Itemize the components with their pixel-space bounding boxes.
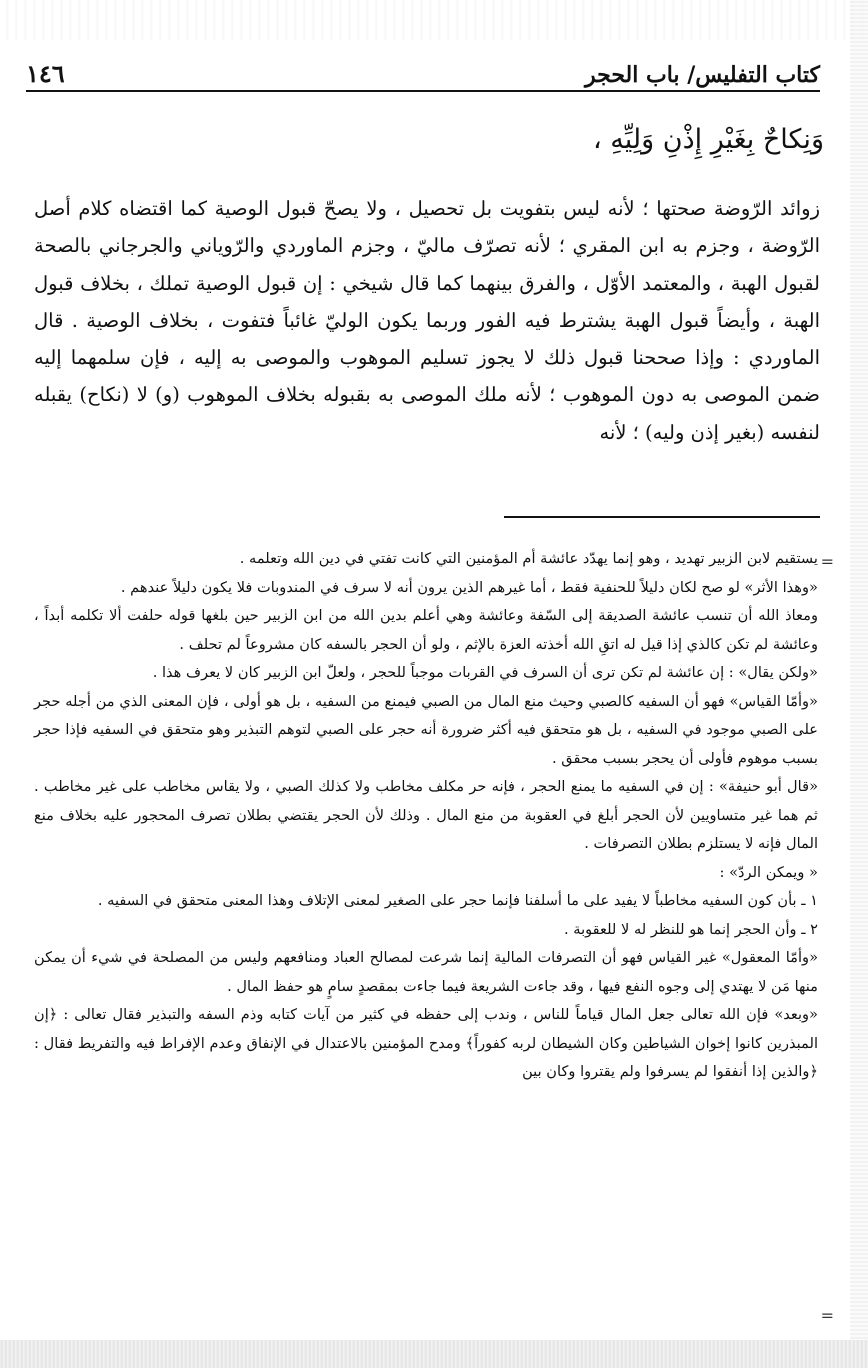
page-number: ١٤٦ (26, 59, 65, 88)
footnote-paragraph: «ولكن يقال» : إن عائشة لم تكن ترى أن السرف في القربات موجباً للحجر ، ولعلّ ابن الزبير كان لا يعرف هذا . (152, 664, 818, 681)
matn-text: وَنِكاحٌ بِغَيْرِ إِذْنِ وَلِيِّهِ ، (593, 124, 824, 155)
header-rule (26, 90, 820, 92)
footnote-paragraph: «وأمّا القياس» فهو أن السفيه كالصبي وحيث منع المال من الصبي فيمنع من السفيه ، بل هو أولى ، فإن المعنى الذي من أجله حجر على الصبي موجود في السفيه ، بل هو متحقق فيه أكثر ضرورة أنه حجر على الصبي لتوهم التبذير وهو متحقق في السفيه فإذا حجر بسبب موهوم فأولى أن يحجر بسبب محقق . (34, 692, 818, 767)
footnotes (34, 545, 818, 1087)
footnote-paragraph: «قال أبو حنيفة» : إن في السفيه ما يمنع الحجر ، فإنه حر مكلف مخاطب ولا كذلك الصبي ، ولا يقاس مخاطب على غير مخاطب . ثم هما غير متساويين لأن الحجر أبلغ في العقوبة من منع المال . وذلك لأن الحجر يقتضي بطلان تصرف المحجور عليه بخلاف منع المال فإنه لا يستلزم بطلان التصرفات . (34, 778, 818, 852)
commentary-paragraph: زوائد الرّوضة صحتها ؛ لأنه ليس بتفويت بل تحصيل ، ولا يصحّ قبول الوصية كما اقتضاه كلام أصل الرّوضة ، وجزم به ابن المقري ؛ لأنه تصرّف ماليّ ، وجزم الماوردي والرّوياني والجرجاني بالصحة لقبول الهبة ، والمعتمد الأوّل ، والفرق بينهما كما قال شيخي : إن قبول الوصية تملك ، بخلاف قبول الهبة ، وأيضاً قبول الهبة يشترط فيه الفور وربما يكون الوليّ غائباً فتفوت ، بخلاف الوصية . قال الماوردي : وإذا صححنا قبول ذلك لا يجوز تسليم الموهوب والموصى به إليه ، فإن سلمهما إليه ضمن الموصى به دون الموهوب ؛ لأنه ملك الموصى به بقبوله بخلاف الموهوب (و) لا (نكاح) يقبله لنفسه (بغير إذن وليه) ؛ لأنه (34, 197, 820, 444)
footnote-end-mark: = (820, 1306, 834, 1325)
footnote-paragraph: ومعاذ الله أن تنسب عائشة الصديقة إلى السّفة وعائشة وهي أعلم بدين الله من ابن الزبير حين بلغها قوله حلفت ألا تكلمه أبداً ، وعائشة لم تكن كالذي إذا قيل له اتقِ الله أخذته العزة بالإثم ، ولو أن الحجر بالسفه كان مشروعاً لم تحلف . (34, 607, 818, 653)
footnote-continuation-mark: = (820, 552, 834, 571)
scan-noise-top (0, 0, 868, 40)
footnote-paragraph: ١ ـ بأن كون السفيه مخاطباً لا يفيد على ما أسلفنا فإنما حجر على الصغير لمعنى الإتلاف وهذا المعنى متحقق في السفيه . (97, 892, 818, 909)
scan-noise-bottom (0, 1340, 868, 1368)
footnote-paragraph: « ويمكن الردّ» : (719, 863, 818, 881)
page-header (26, 54, 820, 88)
running-title: كتاب التفليس/ باب الحجر (585, 62, 820, 88)
commentary-body (34, 190, 820, 451)
footnote-paragraph: يستقيم لابن الزبير تهديد ، وهو إنما يهدّد عائشة أم المؤمنين التي كانت تفتي في دين الله وتعلمه . (239, 550, 818, 567)
footnote-paragraph: «وأمّا المعقول» غير القياس فهو أن التصرفات المالية إنما شرعت لمصالح العباد ومنافعهم وليس من المصلحة في شيء أن يمكن منها مَن لا يهتدي إلى وجوه النفع فيها ، وقد جاءت الشريعة فيما جاءت بمقصدٍ سامٍ هو حفظ المال . (34, 949, 818, 995)
footnote-paragraph: «وبعد» فإن الله تعالى جعل المال قياماً للناس ، وندب إلى حفظه في كثير من آيات كتابه وذم السفه والتبذير فقال تعالى : ﴿إن المبذرين كانوا إخوان الشياطين وكان الشيطان لربه كفوراً﴾ ومدح المؤمنين بالاعتدال في الإنفاق وعدم الإفراط فيه والتفريط فقال : ﴿والذين إذا أنفقوا لم يسرفوا ولم يقتروا وكان بين (34, 1006, 818, 1080)
footnote-rule (504, 516, 820, 518)
scan-noise-right (850, 0, 868, 1368)
footnote-paragraph: «وهذا الأثر» لو صح لكان دليلاً للحنفية فقط ، أما غيرهم الذين يرون أنه لا سرف في المندوبات فلا يكون دليلاً عندهم . (120, 578, 818, 596)
footnote-paragraph: ٢ ـ وأن الحجر إنما هو للنظر له لا للعقوبة . (563, 920, 818, 938)
